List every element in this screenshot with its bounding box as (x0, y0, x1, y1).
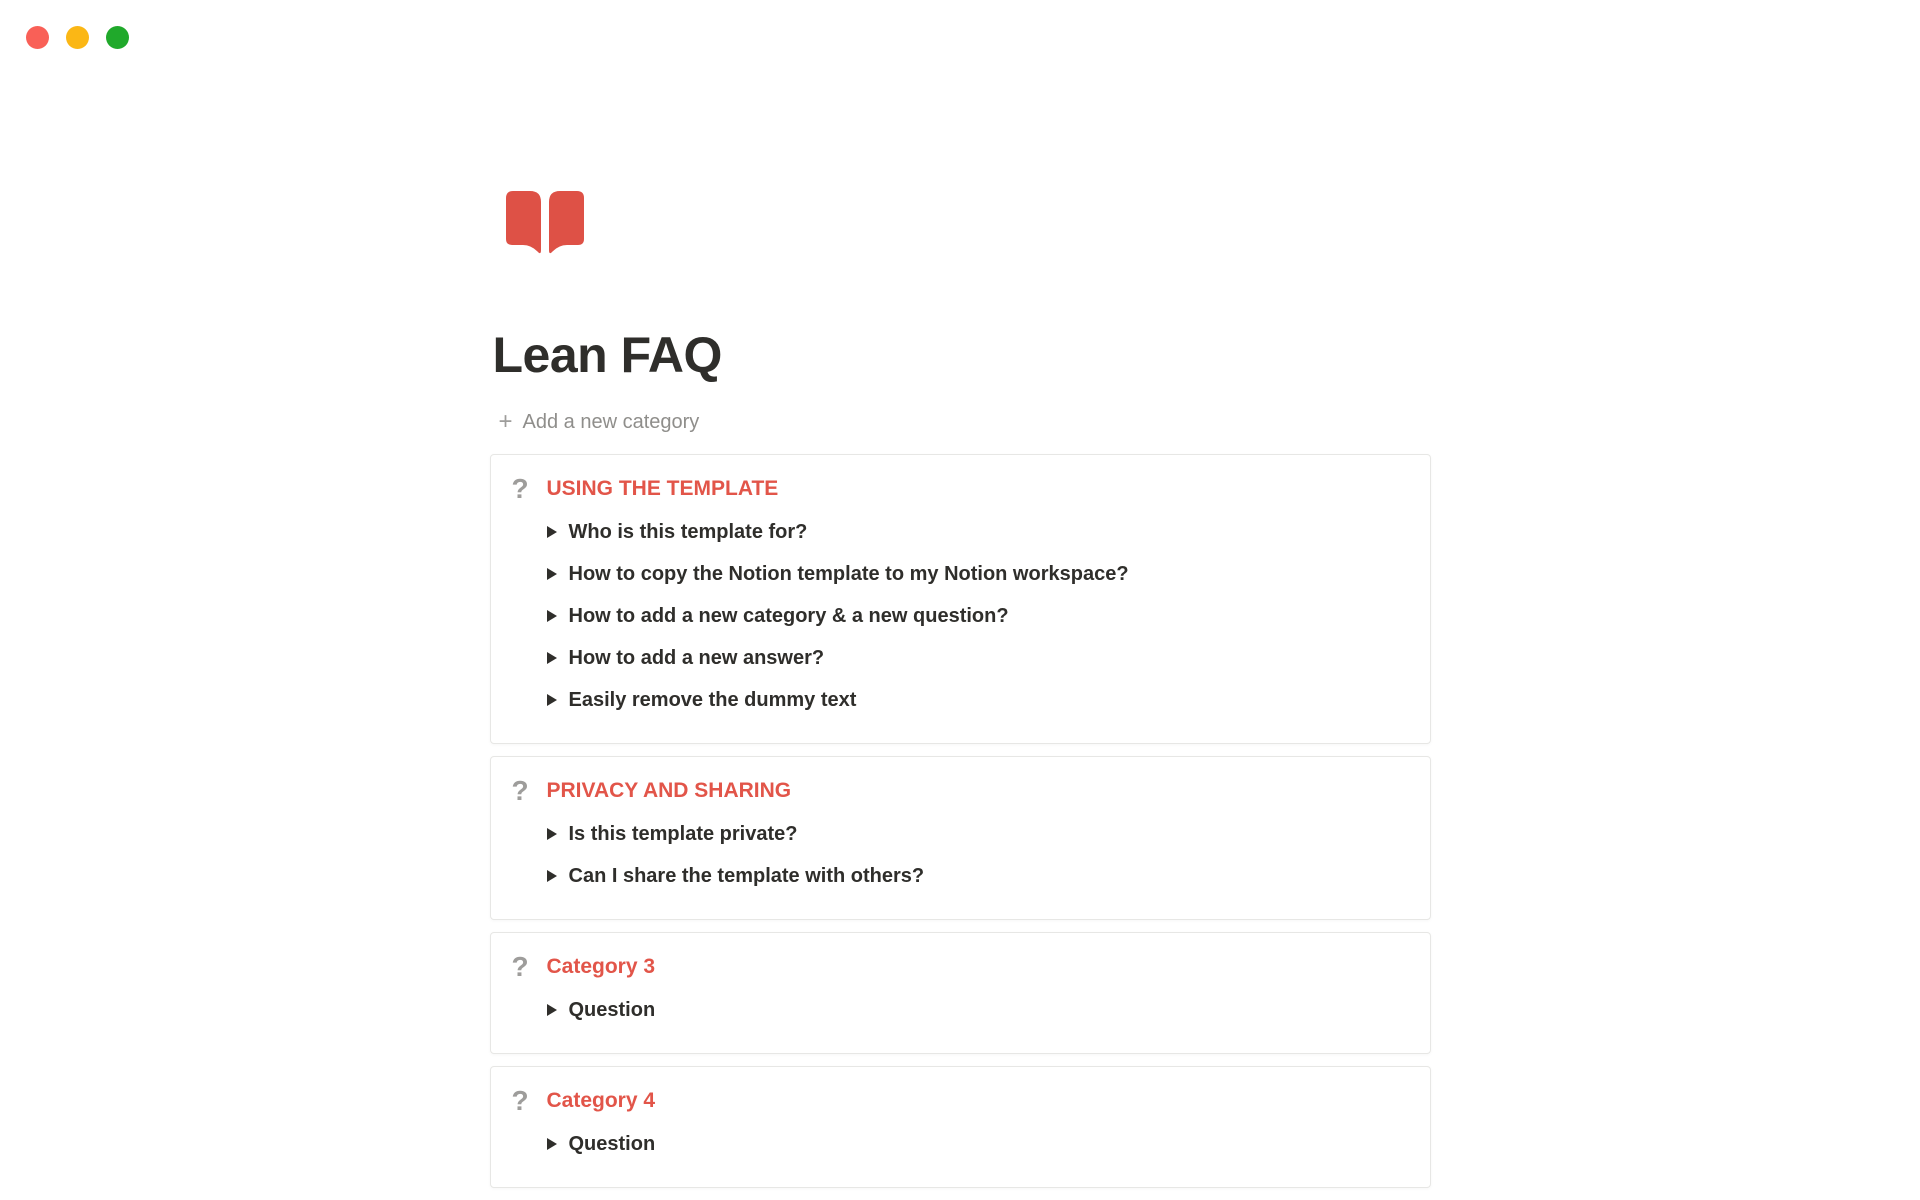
category-title[interactable]: Category 4 (546, 1089, 656, 1112)
question-text: How to add a new category & a new question? (568, 604, 1009, 627)
toggle-triangle-icon[interactable] (546, 609, 558, 623)
page-title[interactable]: Lean FAQ (492, 327, 722, 383)
category-header (510, 1087, 1406, 1115)
question-toggle[interactable] (546, 595, 1406, 637)
question-text: Is this template private? (568, 822, 798, 845)
add-category-label: Add a new category (522, 410, 700, 433)
toggle-triangle-icon[interactable] (546, 869, 558, 883)
toggle-triangle-icon[interactable] (546, 525, 558, 539)
category-card-3 (490, 932, 1431, 1054)
category-title[interactable]: PRIVACY AND SHARING (546, 779, 792, 802)
category-title[interactable]: USING THE TEMPLATE (546, 477, 779, 500)
question-text: Question (568, 998, 656, 1021)
minimize-button[interactable] (66, 26, 89, 49)
toggle-triangle-icon[interactable] (546, 651, 558, 665)
question-text: Who is this template for? (568, 520, 808, 543)
question-text: Easily remove the dummy text (568, 688, 857, 711)
question-toggle[interactable] (546, 511, 1406, 553)
window-controls (26, 26, 129, 49)
question-toggle[interactable] (546, 1123, 1406, 1165)
category-card-4 (490, 1066, 1431, 1188)
question-toggle[interactable] (546, 855, 1406, 897)
category-header (510, 475, 1406, 503)
question-list (546, 813, 1406, 897)
category-title[interactable]: Category 3 (546, 955, 656, 978)
question-text: How to add a new answer? (568, 646, 825, 669)
page-content (490, 187, 1431, 1188)
toggle-triangle-icon[interactable] (546, 827, 558, 841)
zoom-button[interactable] (106, 26, 129, 49)
question-mark-icon[interactable]: ? (511, 775, 529, 806)
category-header (510, 777, 1406, 805)
category-card-2 (490, 756, 1431, 920)
add-category-button[interactable] (498, 408, 700, 435)
close-button[interactable] (26, 26, 49, 49)
question-toggle[interactable] (546, 679, 1406, 721)
question-toggle[interactable] (546, 989, 1406, 1031)
toggle-triangle-icon[interactable] (546, 1003, 558, 1017)
question-mark-icon[interactable]: ? (511, 1085, 529, 1116)
question-toggle[interactable] (546, 637, 1406, 679)
category-header (510, 953, 1406, 981)
question-toggle[interactable] (546, 813, 1406, 855)
open-book-icon (501, 187, 589, 259)
category-card-1 (490, 454, 1431, 744)
toggle-triangle-icon[interactable] (546, 1137, 558, 1151)
category-list (490, 454, 1431, 1188)
question-text: Question (568, 1132, 656, 1155)
question-text: Can I share the template with others? (568, 864, 925, 887)
question-mark-icon[interactable]: ? (511, 951, 529, 982)
question-toggle[interactable] (546, 553, 1406, 595)
plus-icon: + (498, 408, 513, 435)
question-mark-icon[interactable]: ? (511, 473, 529, 504)
page-icon-button[interactable] (501, 187, 589, 259)
toggle-triangle-icon[interactable] (546, 567, 558, 581)
toggle-triangle-icon[interactable] (546, 693, 558, 707)
question-text: How to copy the Notion template to my Notion workspace? (568, 562, 1129, 585)
question-list (546, 989, 1406, 1031)
question-list (546, 511, 1406, 721)
question-list (546, 1123, 1406, 1165)
